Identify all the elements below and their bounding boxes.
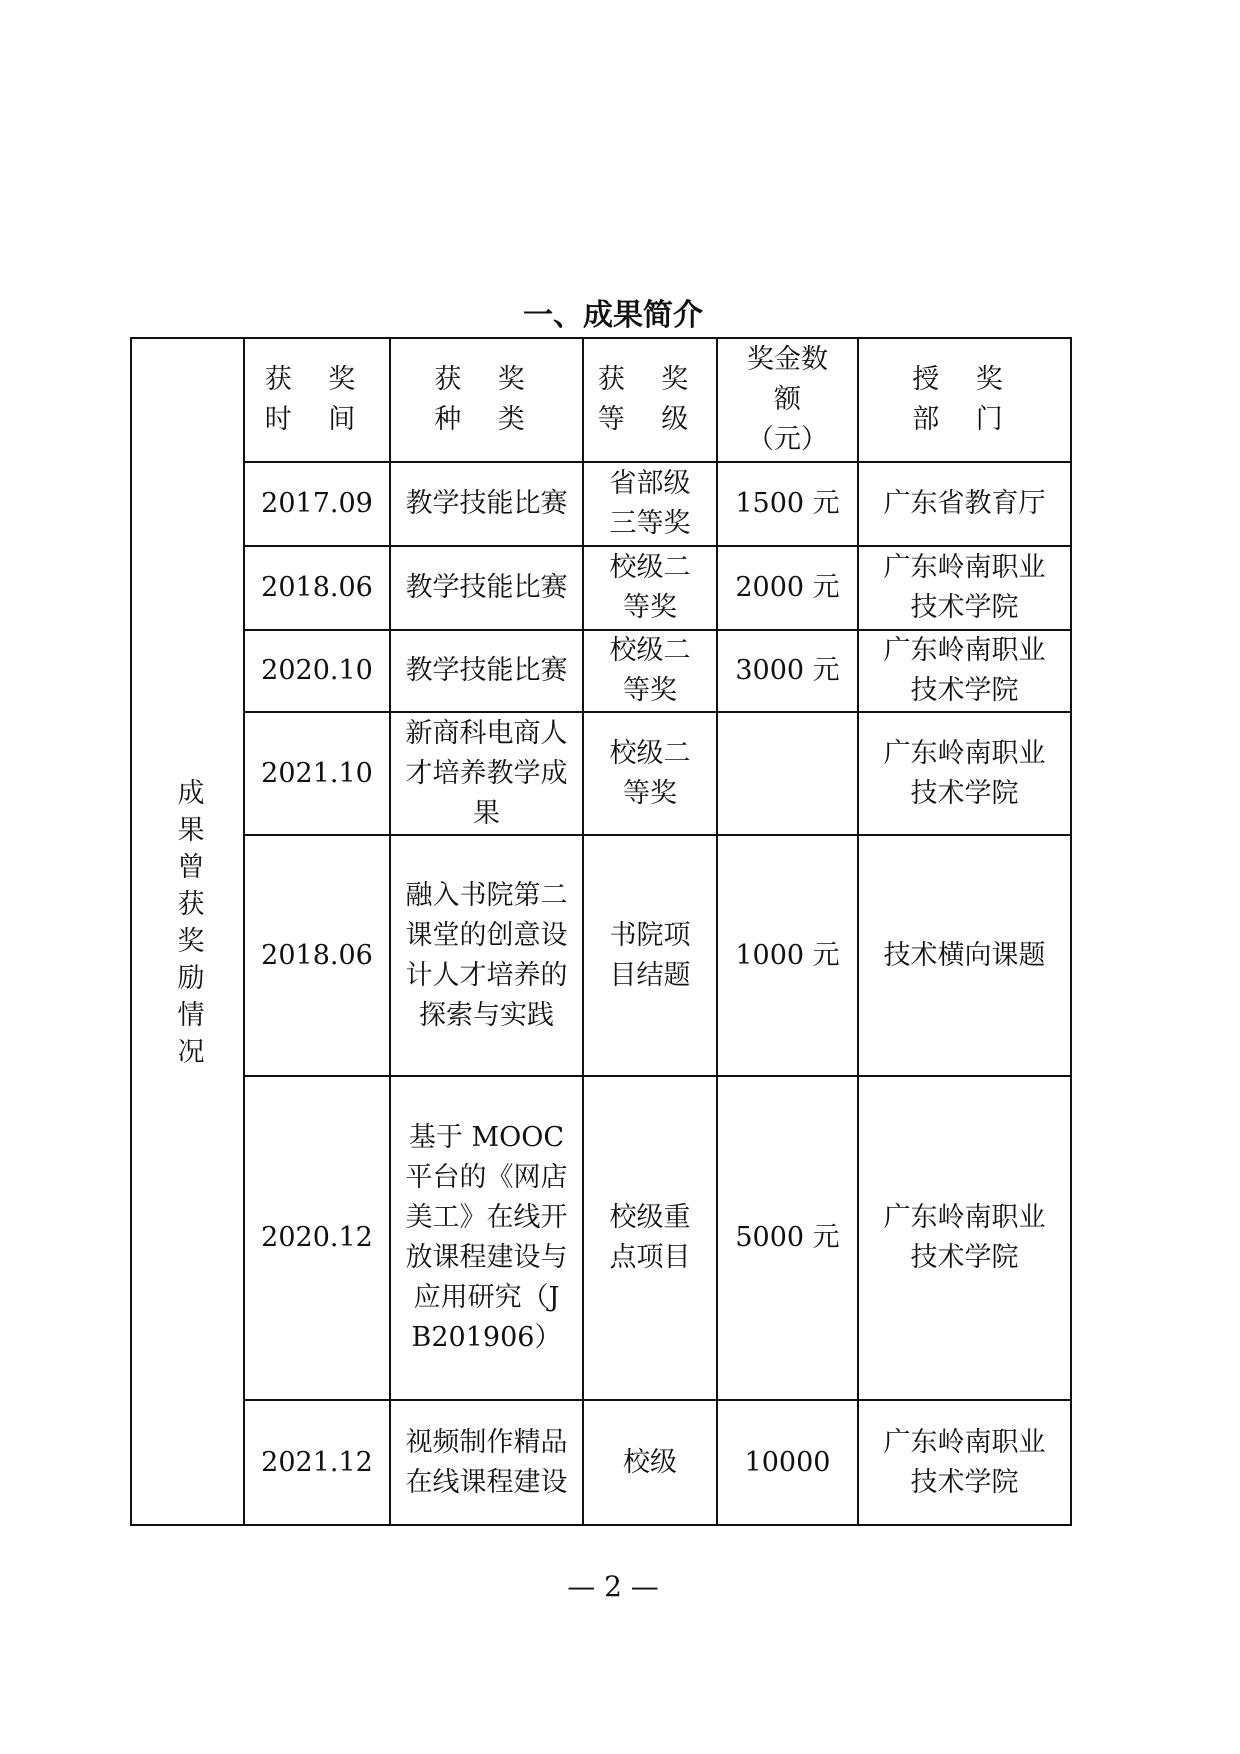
table-header-row [131,338,1071,462]
table-row [131,1400,1071,1525]
table-row [131,835,1071,1076]
award-type: 教学技能比赛 [390,546,583,630]
award-type: 教学技能比赛 [390,462,583,546]
award-type: 融入书院第二课堂的创意设计人才培养的探索与实践 [390,835,583,1076]
award-amount: 1500 元 [717,462,858,546]
side-label: 成果曾获奖励情况 [172,777,204,1074]
award-time: 2021.10 [244,712,390,835]
award-level: 校级重点项目 [583,1076,717,1400]
award-amount: 2000 元 [717,546,858,630]
award-amount: 5000 元 [717,1076,858,1400]
award-time: 2018.06 [244,546,390,630]
award-time: 2020.10 [244,630,390,712]
award-level: 校级二等奖 [583,546,717,630]
award-amount: 3000 元 [717,630,858,712]
header-amount: 奖金数 额 （元） [717,338,858,462]
award-type: 基于 MOOC 平台的《网店美工》在线开放课程建设与应用研究（JB201906） [390,1076,583,1400]
award-department: 广东岭南职业技术学院 [858,712,1071,835]
award-level: 省部级三等奖 [583,462,717,546]
table-row [131,1076,1071,1400]
header-department: 授 奖 部 门 [858,338,1071,462]
award-amount: 1000 元 [717,835,858,1076]
header-level: 获 奖 等 级 [583,338,717,462]
table-row [131,630,1071,712]
award-time: 2021.12 [244,1400,390,1525]
side-label-cell [131,338,244,1525]
award-department: 技术横向课题 [858,835,1071,1076]
table-row [131,712,1071,835]
table-row [131,462,1071,546]
table-row [131,546,1071,630]
award-level: 校级二等奖 [583,712,717,835]
award-department: 广东岭南职业技术学院 [858,1076,1071,1400]
page-title: 一、成果简介 [523,298,703,333]
award-department: 广东岭南职业技术学院 [858,630,1071,712]
award-department: 广东省教育厅 [858,462,1071,546]
award-level: 书院项目结题 [583,835,717,1076]
award-amount: 10000 [717,1400,858,1525]
award-amount [717,712,858,835]
award-department: 广东岭南职业技术学院 [858,1400,1071,1525]
award-level: 校级 [583,1400,717,1525]
award-type: 教学技能比赛 [390,630,583,712]
header-time: 获 奖 时 间 [244,338,390,462]
award-time: 2018.06 [244,835,390,1076]
award-level: 校级二等奖 [583,630,717,712]
header-type: 获 奖 种 类 [390,338,583,462]
award-type: 视频制作精品在线课程建设 [390,1400,583,1525]
award-department: 广东岭南职业技术学院 [858,546,1071,630]
awards-table [130,337,1072,1526]
page-number: — 2 — [567,1570,659,1603]
award-type: 新商科电商人才培养教学成果 [390,712,583,835]
award-time: 2017.09 [244,462,390,546]
award-time: 2020.12 [244,1076,390,1400]
